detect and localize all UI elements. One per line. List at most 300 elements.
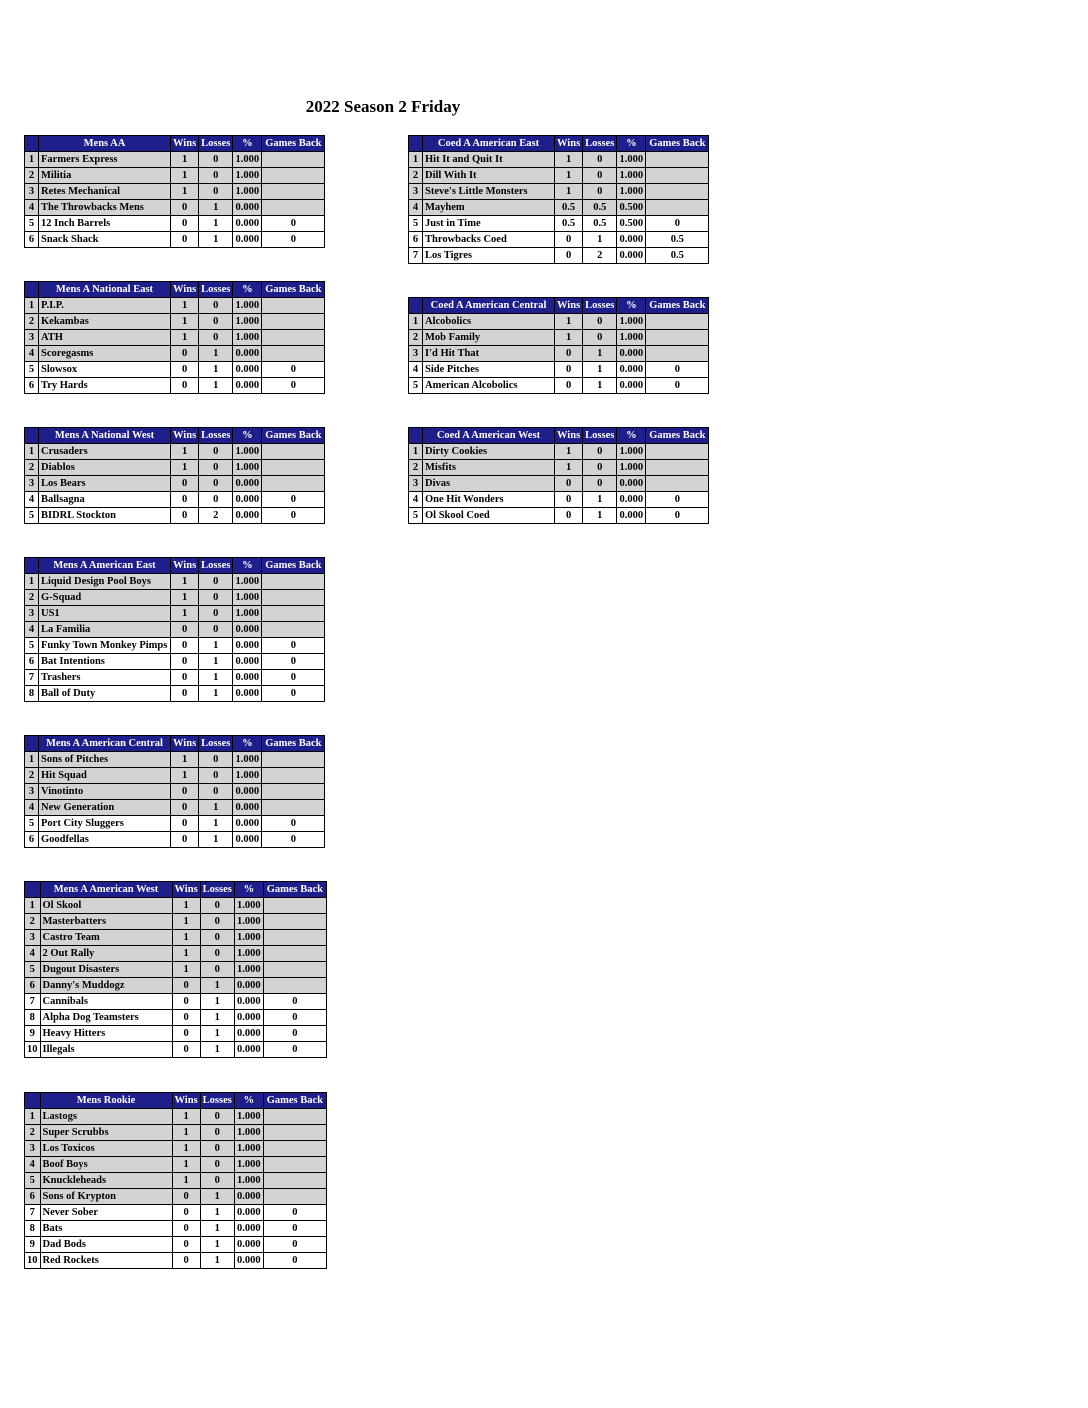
games-back-cell: 0 bbox=[262, 216, 325, 232]
wins-cell: 1 bbox=[171, 314, 199, 330]
losses-cell: 1 bbox=[583, 232, 617, 248]
rank-cell: 4 bbox=[409, 362, 423, 378]
rank-header bbox=[25, 136, 39, 152]
table-row bbox=[25, 460, 325, 476]
rank-cell: 1 bbox=[25, 752, 39, 768]
table-row bbox=[409, 184, 709, 200]
losses-cell: 1 bbox=[199, 686, 233, 702]
games-back-cell bbox=[646, 184, 709, 200]
wins-cell: 1 bbox=[555, 314, 583, 330]
losses-cell: 0 bbox=[199, 314, 233, 330]
losses-cell: 1 bbox=[199, 654, 233, 670]
rank-header bbox=[25, 558, 39, 574]
team-name: Dad Bods bbox=[40, 1237, 172, 1253]
wins-cell: 0 bbox=[555, 492, 583, 508]
losses-cell: 1 bbox=[199, 832, 233, 848]
team-name: Hit It and Quit It bbox=[423, 152, 555, 168]
losses-header: Losses bbox=[199, 282, 233, 298]
pct-cell: 1.000 bbox=[233, 606, 262, 622]
header-row bbox=[409, 428, 709, 444]
rank-cell: 10 bbox=[25, 1042, 41, 1058]
team-name: I'd Hit That bbox=[423, 346, 555, 362]
games-back-cell: 0 bbox=[262, 638, 325, 654]
team-name: Throwbacks Coed bbox=[423, 232, 555, 248]
rank-cell: 4 bbox=[25, 346, 39, 362]
table-row bbox=[25, 168, 325, 184]
pct-cell: 1.000 bbox=[234, 914, 263, 930]
table-row bbox=[25, 994, 327, 1010]
wins-cell: 0 bbox=[172, 1189, 200, 1205]
header-row bbox=[25, 882, 327, 898]
team-name: Ballsagna bbox=[39, 492, 171, 508]
rank-cell: 2 bbox=[409, 330, 423, 346]
wins-cell: 1 bbox=[172, 1157, 200, 1173]
wins-header: Wins bbox=[555, 428, 583, 444]
rank-cell: 2 bbox=[25, 768, 39, 784]
losses-cell: 2 bbox=[199, 508, 233, 524]
header-row bbox=[25, 282, 325, 298]
wins-header: Wins bbox=[172, 1093, 200, 1109]
table-row bbox=[25, 1010, 327, 1026]
rank-cell: 9 bbox=[25, 1026, 41, 1042]
games-back-cell bbox=[263, 930, 326, 946]
wins-cell: 1 bbox=[171, 590, 199, 606]
games-back-cell bbox=[262, 168, 325, 184]
team-name: Masterbatters bbox=[40, 914, 172, 930]
pct-cell: 1.000 bbox=[233, 752, 262, 768]
rank-header bbox=[409, 298, 423, 314]
team-name: New Generation bbox=[39, 800, 171, 816]
rank-cell: 8 bbox=[25, 1010, 41, 1026]
team-name: Boof Boys bbox=[40, 1157, 172, 1173]
standings-table-mens-a-national-east bbox=[24, 281, 325, 394]
pct-cell: 0.000 bbox=[233, 200, 262, 216]
losses-cell: 0 bbox=[583, 152, 617, 168]
table-row bbox=[25, 232, 325, 248]
table-row bbox=[25, 184, 325, 200]
rank-cell: 6 bbox=[409, 232, 423, 248]
wins-cell: 1 bbox=[171, 574, 199, 590]
team-name: Divas bbox=[423, 476, 555, 492]
games-back-header: Games Back bbox=[263, 882, 326, 898]
rank-cell: 8 bbox=[25, 686, 39, 702]
pct-cell: 0.000 bbox=[234, 1237, 263, 1253]
header-row bbox=[409, 298, 709, 314]
games-back-header: Games Back bbox=[262, 428, 325, 444]
wins-cell: 0 bbox=[555, 346, 583, 362]
team-name: Sons of Krypton bbox=[40, 1189, 172, 1205]
wins-cell: 1 bbox=[172, 1141, 200, 1157]
games-back-cell bbox=[262, 800, 325, 816]
rank-cell: 3 bbox=[25, 930, 41, 946]
games-back-cell: 0 bbox=[262, 492, 325, 508]
table-row bbox=[25, 1141, 327, 1157]
pct-cell: 1.000 bbox=[617, 152, 646, 168]
rank-cell: 5 bbox=[25, 962, 41, 978]
team-name: Bats bbox=[40, 1221, 172, 1237]
games-back-cell bbox=[263, 1125, 326, 1141]
losses-cell: 1 bbox=[199, 816, 233, 832]
wins-cell: 0 bbox=[172, 1026, 200, 1042]
pct-cell: 0.000 bbox=[233, 686, 262, 702]
pct-cell: 1.000 bbox=[233, 590, 262, 606]
wins-cell: 1 bbox=[171, 152, 199, 168]
table-row bbox=[25, 1042, 327, 1058]
pct-cell: 1.000 bbox=[233, 330, 262, 346]
pct-cell: 0.000 bbox=[233, 346, 262, 362]
table-row bbox=[25, 638, 325, 654]
standings-table-coed-a-american-west bbox=[408, 427, 709, 524]
pct-cell: 1.000 bbox=[233, 460, 262, 476]
team-name: Misfits bbox=[423, 460, 555, 476]
losses-cell: 0 bbox=[199, 444, 233, 460]
games-back-cell: 0 bbox=[263, 1205, 326, 1221]
table-row bbox=[25, 330, 325, 346]
team-name: Castro Team bbox=[40, 930, 172, 946]
pct-cell: 0.000 bbox=[233, 476, 262, 492]
wins-cell: 1 bbox=[555, 168, 583, 184]
rank-cell: 6 bbox=[25, 654, 39, 670]
games-back-cell: 0 bbox=[262, 508, 325, 524]
header-row bbox=[25, 428, 325, 444]
wins-cell: 1 bbox=[172, 930, 200, 946]
division-name: Mens AA bbox=[39, 136, 171, 152]
rank-cell: 1 bbox=[25, 444, 39, 460]
losses-cell: 1 bbox=[199, 378, 233, 394]
rank-cell: 4 bbox=[25, 946, 41, 962]
losses-cell: 0 bbox=[583, 184, 617, 200]
games-back-cell: 0 bbox=[646, 492, 709, 508]
losses-cell: 1 bbox=[583, 508, 617, 524]
pct-cell: 0.000 bbox=[233, 832, 262, 848]
table-row bbox=[25, 654, 325, 670]
games-back-cell: 0 bbox=[646, 362, 709, 378]
table-row bbox=[25, 362, 325, 378]
games-back-cell bbox=[262, 444, 325, 460]
wins-cell: 0 bbox=[555, 248, 583, 264]
games-back-cell bbox=[262, 298, 325, 314]
games-back-cell bbox=[263, 1157, 326, 1173]
games-back-cell: 0 bbox=[262, 378, 325, 394]
rank-cell: 4 bbox=[25, 622, 39, 638]
division-name: Coed A American East bbox=[423, 136, 555, 152]
games-back-header: Games Back bbox=[262, 136, 325, 152]
losses-cell: 1 bbox=[200, 1237, 234, 1253]
games-back-cell bbox=[262, 330, 325, 346]
pct-cell: 0.000 bbox=[234, 994, 263, 1010]
rank-header bbox=[25, 282, 39, 298]
losses-cell: 0 bbox=[199, 476, 233, 492]
games-back-cell: 0 bbox=[262, 670, 325, 686]
games-back-cell: 0 bbox=[263, 1010, 326, 1026]
losses-cell: 0 bbox=[200, 1157, 234, 1173]
table-row bbox=[25, 800, 325, 816]
losses-cell: 0 bbox=[583, 460, 617, 476]
losses-cell: 0 bbox=[200, 1173, 234, 1189]
wins-cell: 1 bbox=[171, 184, 199, 200]
pct-header: % bbox=[617, 298, 646, 314]
pct-cell: 0.000 bbox=[233, 378, 262, 394]
page-title: 2022 Season 2 Friday bbox=[305, 97, 461, 116]
games-back-cell bbox=[262, 622, 325, 638]
team-name: Illegals bbox=[40, 1042, 172, 1058]
wins-header: Wins bbox=[171, 282, 199, 298]
team-name: Lastogs bbox=[40, 1109, 172, 1125]
games-back-cell: 0 bbox=[262, 816, 325, 832]
table-row bbox=[25, 1157, 327, 1173]
games-back-cell: 0 bbox=[263, 1026, 326, 1042]
pct-cell: 1.000 bbox=[233, 152, 262, 168]
wins-cell: 0 bbox=[172, 1253, 200, 1269]
wins-cell: 0 bbox=[172, 1042, 200, 1058]
games-back-cell: 0.5 bbox=[646, 248, 709, 264]
games-back-cell: 0 bbox=[262, 686, 325, 702]
wins-cell: 0 bbox=[172, 1237, 200, 1253]
team-name: 2 Out Rally bbox=[40, 946, 172, 962]
losses-cell: 0 bbox=[583, 314, 617, 330]
team-name: Side Pitches bbox=[423, 362, 555, 378]
rank-header bbox=[25, 1093, 41, 1109]
games-back-cell bbox=[263, 962, 326, 978]
team-name: P.I.P. bbox=[39, 298, 171, 314]
rank-cell: 2 bbox=[25, 460, 39, 476]
rank-cell: 3 bbox=[25, 476, 39, 492]
wins-cell: 1 bbox=[171, 768, 199, 784]
losses-header: Losses bbox=[199, 428, 233, 444]
pct-cell: 1.000 bbox=[233, 574, 262, 590]
pct-cell: 0.000 bbox=[617, 476, 646, 492]
standings-table-mens-a-american-central bbox=[24, 735, 325, 848]
rank-cell: 3 bbox=[409, 476, 423, 492]
games-back-cell bbox=[646, 200, 709, 216]
table-row bbox=[25, 622, 325, 638]
games-back-cell bbox=[263, 898, 326, 914]
team-name: Hit Squad bbox=[39, 768, 171, 784]
rank-cell: 7 bbox=[25, 994, 41, 1010]
losses-cell: 0 bbox=[199, 622, 233, 638]
team-name: Ol Skool Coed bbox=[423, 508, 555, 524]
losses-cell: 1 bbox=[200, 978, 234, 994]
pct-cell: 0.000 bbox=[617, 362, 646, 378]
rank-cell: 2 bbox=[409, 460, 423, 476]
standings-table-mens-a-american-east bbox=[24, 557, 325, 702]
team-name: ATH bbox=[39, 330, 171, 346]
table-row bbox=[25, 606, 325, 622]
rank-cell: 1 bbox=[25, 298, 39, 314]
team-name: Los Tigres bbox=[423, 248, 555, 264]
games-back-cell: 0.5 bbox=[646, 232, 709, 248]
losses-cell: 0 bbox=[199, 784, 233, 800]
team-name: Knuckleheads bbox=[40, 1173, 172, 1189]
wins-cell: 1 bbox=[171, 752, 199, 768]
wins-cell: 0.5 bbox=[555, 200, 583, 216]
losses-cell: 2 bbox=[583, 248, 617, 264]
wins-cell: 1 bbox=[172, 1109, 200, 1125]
team-name: G-Squad bbox=[39, 590, 171, 606]
losses-cell: 0 bbox=[199, 298, 233, 314]
table-row bbox=[409, 168, 709, 184]
standings-table-mens-rookie bbox=[24, 1092, 327, 1269]
division-name: Mens A National East bbox=[39, 282, 171, 298]
games-back-cell: 0 bbox=[646, 378, 709, 394]
team-name: Cannibals bbox=[40, 994, 172, 1010]
header-row bbox=[25, 1093, 327, 1109]
games-back-cell bbox=[646, 460, 709, 476]
losses-cell: 1 bbox=[199, 638, 233, 654]
team-name: Try Hards bbox=[39, 378, 171, 394]
pct-cell: 1.000 bbox=[233, 298, 262, 314]
rank-cell: 4 bbox=[409, 200, 423, 216]
table-row bbox=[25, 930, 327, 946]
wins-cell: 0 bbox=[172, 1205, 200, 1221]
pct-cell: 0.500 bbox=[617, 216, 646, 232]
team-name: BIDRL Stockton bbox=[39, 508, 171, 524]
wins-cell: 0 bbox=[171, 832, 199, 848]
table-row bbox=[25, 784, 325, 800]
pct-header: % bbox=[617, 136, 646, 152]
team-name: The Throwbacks Mens bbox=[39, 200, 171, 216]
table-row bbox=[25, 914, 327, 930]
team-name: La Familia bbox=[39, 622, 171, 638]
pct-cell: 1.000 bbox=[234, 898, 263, 914]
team-name: Trashers bbox=[39, 670, 171, 686]
pct-cell: 1.000 bbox=[234, 930, 263, 946]
wins-cell: 1 bbox=[171, 444, 199, 460]
wins-header: Wins bbox=[171, 428, 199, 444]
games-back-header: Games Back bbox=[262, 558, 325, 574]
wins-cell: 1 bbox=[172, 962, 200, 978]
games-back-cell bbox=[263, 914, 326, 930]
pct-cell: 0.000 bbox=[233, 638, 262, 654]
losses-cell: 0 bbox=[200, 1109, 234, 1125]
table-row bbox=[409, 362, 709, 378]
table-row bbox=[25, 816, 325, 832]
table-row bbox=[25, 378, 325, 394]
losses-cell: 1 bbox=[200, 1189, 234, 1205]
games-back-cell: 0 bbox=[646, 216, 709, 232]
rank-cell: 6 bbox=[25, 378, 39, 394]
pct-cell: 1.000 bbox=[234, 1141, 263, 1157]
division-name: Coed A American Central bbox=[423, 298, 555, 314]
games-back-cell bbox=[262, 152, 325, 168]
losses-cell: 0.5 bbox=[583, 216, 617, 232]
losses-cell: 1 bbox=[583, 378, 617, 394]
rank-cell: 3 bbox=[25, 330, 39, 346]
wins-cell: 1 bbox=[555, 444, 583, 460]
rank-cell: 2 bbox=[25, 1125, 41, 1141]
rank-cell: 2 bbox=[25, 914, 41, 930]
rank-cell: 1 bbox=[25, 574, 39, 590]
rank-header bbox=[25, 736, 39, 752]
losses-header: Losses bbox=[199, 558, 233, 574]
losses-cell: 1 bbox=[200, 1253, 234, 1269]
losses-cell: 0 bbox=[199, 492, 233, 508]
pct-cell: 1.000 bbox=[617, 168, 646, 184]
standings-table-mens-a-national-west bbox=[24, 427, 325, 524]
rank-cell: 4 bbox=[25, 800, 39, 816]
pct-cell: 1.000 bbox=[617, 330, 646, 346]
wins-cell: 1 bbox=[555, 184, 583, 200]
pct-cell: 0.000 bbox=[617, 508, 646, 524]
games-back-cell: 0 bbox=[263, 1237, 326, 1253]
rank-cell: 4 bbox=[25, 1157, 41, 1173]
losses-cell: 0 bbox=[200, 914, 234, 930]
games-back-header: Games Back bbox=[646, 428, 709, 444]
pct-cell: 0.000 bbox=[233, 622, 262, 638]
losses-cell: 0 bbox=[199, 168, 233, 184]
table-row bbox=[25, 152, 325, 168]
wins-cell: 1 bbox=[555, 330, 583, 346]
rank-cell: 3 bbox=[25, 784, 39, 800]
wins-cell: 0 bbox=[171, 216, 199, 232]
team-name: Just in Time bbox=[423, 216, 555, 232]
team-name: Ol Skool bbox=[40, 898, 172, 914]
pct-cell: 1.000 bbox=[233, 184, 262, 200]
wins-header: Wins bbox=[172, 882, 200, 898]
header-row bbox=[25, 558, 325, 574]
games-back-cell bbox=[263, 1109, 326, 1125]
table-row bbox=[25, 752, 325, 768]
losses-cell: 1 bbox=[583, 492, 617, 508]
rank-cell: 5 bbox=[25, 1173, 41, 1189]
pct-cell: 0.000 bbox=[233, 492, 262, 508]
team-name: Los Toxicos bbox=[40, 1141, 172, 1157]
rank-cell: 3 bbox=[25, 1141, 41, 1157]
table-row bbox=[25, 1205, 327, 1221]
games-back-cell: 0 bbox=[262, 832, 325, 848]
table-row bbox=[409, 460, 709, 476]
rank-cell: 1 bbox=[25, 898, 41, 914]
table-row bbox=[409, 200, 709, 216]
pct-cell: 0.000 bbox=[617, 378, 646, 394]
team-name: Retes Mechanical bbox=[39, 184, 171, 200]
rank-cell: 2 bbox=[25, 314, 39, 330]
rank-cell: 4 bbox=[25, 200, 39, 216]
team-name: Farmers Express bbox=[39, 152, 171, 168]
team-name: Slowsox bbox=[39, 362, 171, 378]
team-name: Sons of Pitches bbox=[39, 752, 171, 768]
rank-cell: 7 bbox=[409, 248, 423, 264]
wins-cell: 1 bbox=[171, 168, 199, 184]
team-name: Mob Family bbox=[423, 330, 555, 346]
games-back-cell: 0 bbox=[262, 232, 325, 248]
rank-cell: 8 bbox=[25, 1221, 41, 1237]
rank-cell: 1 bbox=[25, 1109, 41, 1125]
losses-cell: 0 bbox=[200, 946, 234, 962]
team-name: US1 bbox=[39, 606, 171, 622]
team-name: Vinotinto bbox=[39, 784, 171, 800]
losses-cell: 1 bbox=[199, 200, 233, 216]
pct-cell: 0.000 bbox=[234, 1042, 263, 1058]
header-row bbox=[25, 736, 325, 752]
losses-cell: 0 bbox=[200, 1141, 234, 1157]
pct-cell: 0.000 bbox=[234, 1189, 263, 1205]
table-row bbox=[409, 346, 709, 362]
team-name: Goodfellas bbox=[39, 832, 171, 848]
wins-cell: 0 bbox=[171, 346, 199, 362]
pct-cell: 1.000 bbox=[234, 1125, 263, 1141]
pct-header: % bbox=[233, 428, 262, 444]
wins-cell: 0 bbox=[172, 1221, 200, 1237]
table-row bbox=[25, 768, 325, 784]
games-back-cell bbox=[262, 752, 325, 768]
rank-cell: 1 bbox=[25, 152, 39, 168]
rank-cell: 10 bbox=[25, 1253, 41, 1269]
wins-cell: 0 bbox=[172, 978, 200, 994]
losses-cell: 0 bbox=[200, 1125, 234, 1141]
team-name: Militia bbox=[39, 168, 171, 184]
wins-cell: 0 bbox=[555, 476, 583, 492]
